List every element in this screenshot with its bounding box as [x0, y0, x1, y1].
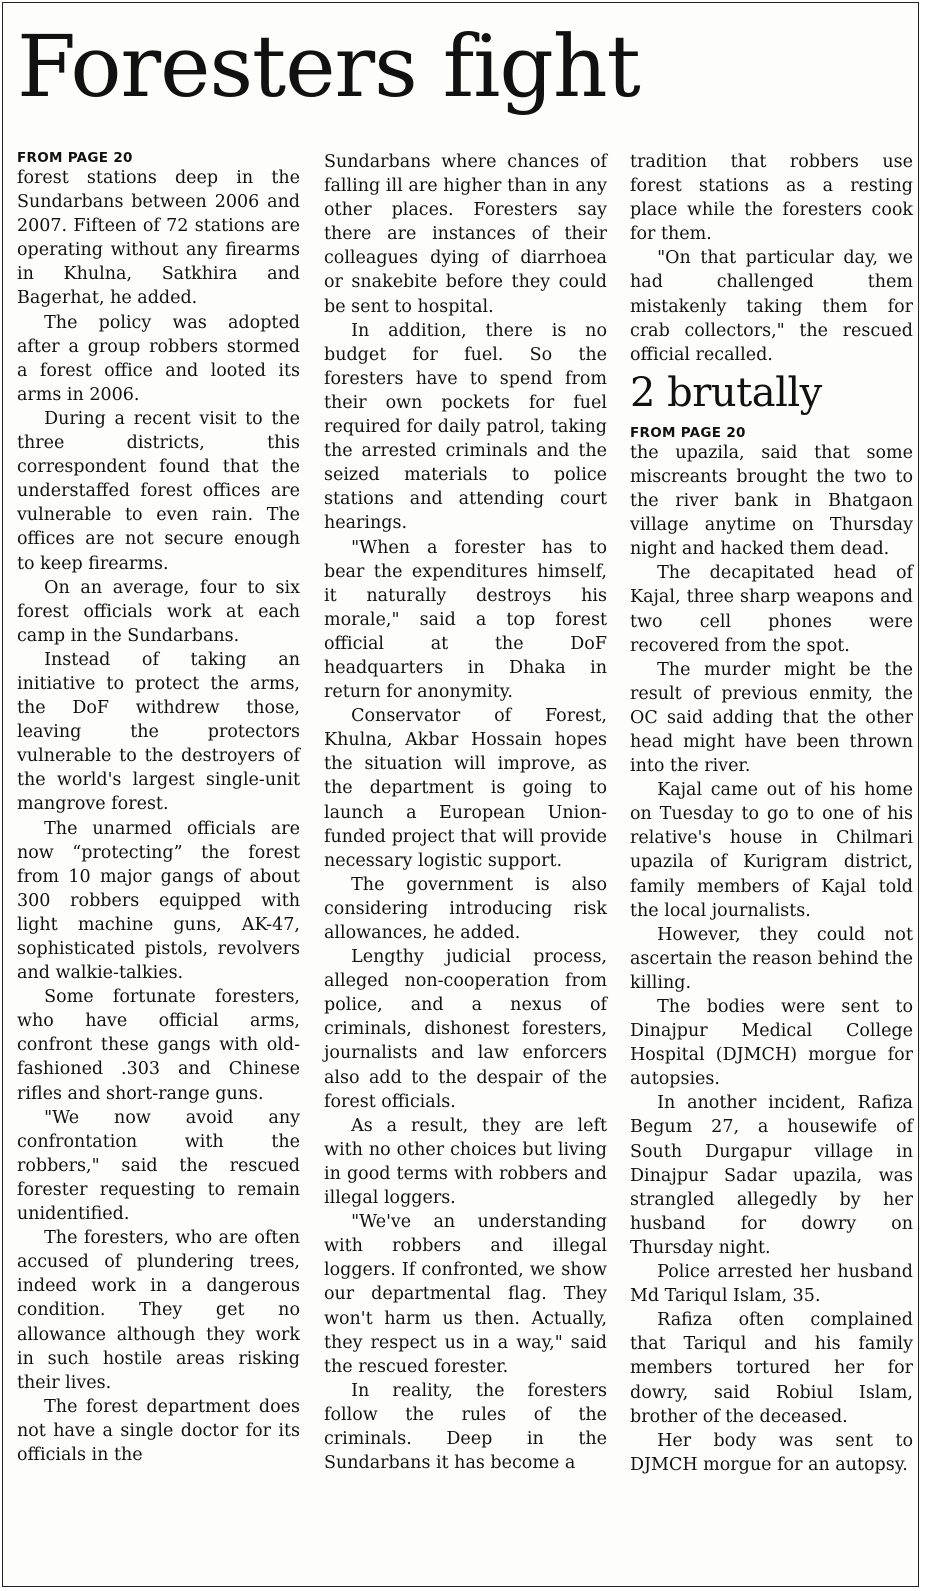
- paragraph: "We've an understanding with robbers and illegal loggers. If confronted, we show our departmental flag. They won't harm us then. Actually, they respect us in a way," said the rescued forester.: [324, 1212, 607, 1377]
- paragraph: tradition that robbers use forest stations as a resting place while the foresters cook for them.: [630, 152, 913, 245]
- clipping-frame: [2, 2, 919, 1587]
- paragraph: In reality, the foresters follow the rules of the criminals. Deep in the Sundarbans it has become a: [324, 1380, 607, 1474]
- paragraph: Conservator of Forest, Khulna, Akbar Hossain hopes the situation will improve, as the department is going to launch a European Union-funded project that will provide necessary logistic support.: [324, 706, 607, 871]
- paragraph: As a result, they are left with no other choices but living in good terms with robbers and illegal loggers.: [324, 1115, 607, 1209]
- subheadline: 2 brutally: [630, 369, 822, 416]
- paragraph: Rafiza often complained that Tariqul and his family members tortured her for dowry, said Robiul Islam, brother of the deceased.: [630, 1310, 913, 1427]
- paragraph: However, they could not ascertain the reason behind the killing.: [630, 924, 913, 993]
- column-3: [630, 150, 913, 1477]
- paragraph: Sundarbans where chances of falling ill are higher than in any other places. Foresters say there are instances of their colleagues dying of diarrhoea or snakebite before they could be sent to hospital.: [324, 152, 607, 317]
- paragraph: Some fortunate foresters, who have official arms, confront these gangs with old-fashioned .303 and Chinese rifles and short-range guns.: [17, 987, 300, 1104]
- paragraph: Lengthy judicial process, alleged non-cooperation from police, and a nexus of criminals, dishonest foresters, journalists and law enforcers also add to the despair of the forest officials.: [324, 947, 607, 1112]
- paragraph: The unarmed officials are now “protecting” the forest from 10 major gangs of about 300 robbers equipped with light machine guns, AK-47, sophisticated pistols, revolvers and walkie-talkies.: [17, 818, 300, 984]
- paragraph: forest stations deep in the Sundarbans between 2006 and 2007. Fifteen of 72 stations are operating without any firearms in Khulna, Satkhira and Bagerhat, he added.: [17, 168, 300, 309]
- paragraph: The bodies were sent to Dinajpur Medical College Hospital (DJMCH) morgue for autopsies.: [630, 997, 913, 1090]
- paragraph: On an average, four to six forest officials work at each camp in the Sundarbans.: [17, 577, 300, 646]
- headline: Foresters fight: [17, 18, 640, 117]
- column-1: [17, 150, 300, 1467]
- paragraph: Instead of taking an initiative to protect the arms, the DoF withdrew those, leaving the protectors vulnerable to the destroyers of the world's largest single-unit mangrove forest.: [17, 649, 300, 815]
- paragraph: During a recent visit to the three districts, this correspondent found that the understaffed forest offices are vulnerable to even rain. The offices are not secure enough to keep firearms.: [17, 408, 300, 574]
- paragraph: The foresters, who are often accused of plundering trees, indeed work in a dangerous condition. They get no allowance although they work in such hostile areas risking their lives.: [17, 1228, 300, 1393]
- paragraph: the upazila, said that some miscreants brought the two to the river bank in Bhatgaon village anytime on Thursday night and hacked them dead.: [630, 442, 913, 560]
- kicker-from-page-2: FROM PAGE 20: [630, 424, 746, 441]
- paragraph: "On that particular day, we had challenged them mistakenly taking them for crab collectors," the rescued official recalled.: [630, 248, 913, 365]
- paragraph: The government is also considering introducing risk allowances, he added.: [324, 874, 607, 943]
- kicker-from-page: FROM PAGE 20: [17, 150, 133, 166]
- paragraph: "When a forester has to bear the expenditures himself, it naturally destroys his morale," said a top forest official at the DoF headquarters in Dhaka in return for anonymity.: [324, 537, 607, 703]
- paragraph: In another incident, Rafiza Begum 27, a housewife of South Durgapur village in Dinajpur Sadar upazila, was strangled allegedly by her husband for dowry on Thursday night.: [630, 1093, 913, 1258]
- paragraph: The forest department does not have a single doctor for its officials in the: [17, 1396, 300, 1465]
- paragraph: The decapitated head of Kajal, three sharp weapons and two cell phones were recovered from the spot.: [630, 563, 913, 656]
- paragraph: Kajal came out of his home on Tuesday to go to one of his relative's house in Chilmari upazila of Kurigram district, family members of Kajal told the local journalists.: [630, 780, 913, 921]
- column-2: [324, 150, 607, 1475]
- paragraph: The murder might be the result of previous enmity, the OC said adding that the other head might have been thrown into the river.: [630, 659, 913, 777]
- paragraph: Her body was sent to DJMCH morgue for an autopsy.: [630, 1430, 913, 1475]
- paragraph: "We now avoid any confrontation with the robbers," said the rescued forester requesting to remain unidentified.: [17, 1107, 300, 1225]
- paragraph: The policy was adopted after a group robbers stormed a forest office and looted its arms in 2006.: [17, 312, 300, 405]
- paragraph: Police arrested her husband Md Tariqul Islam, 35.: [630, 1262, 913, 1307]
- paragraph: In addition, there is no budget for fuel. So the foresters have to spend from their own pockets for fuel required for daily patrol, taking the arrested criminals and the seized materials to police stations and attending court hearings.: [324, 320, 607, 534]
